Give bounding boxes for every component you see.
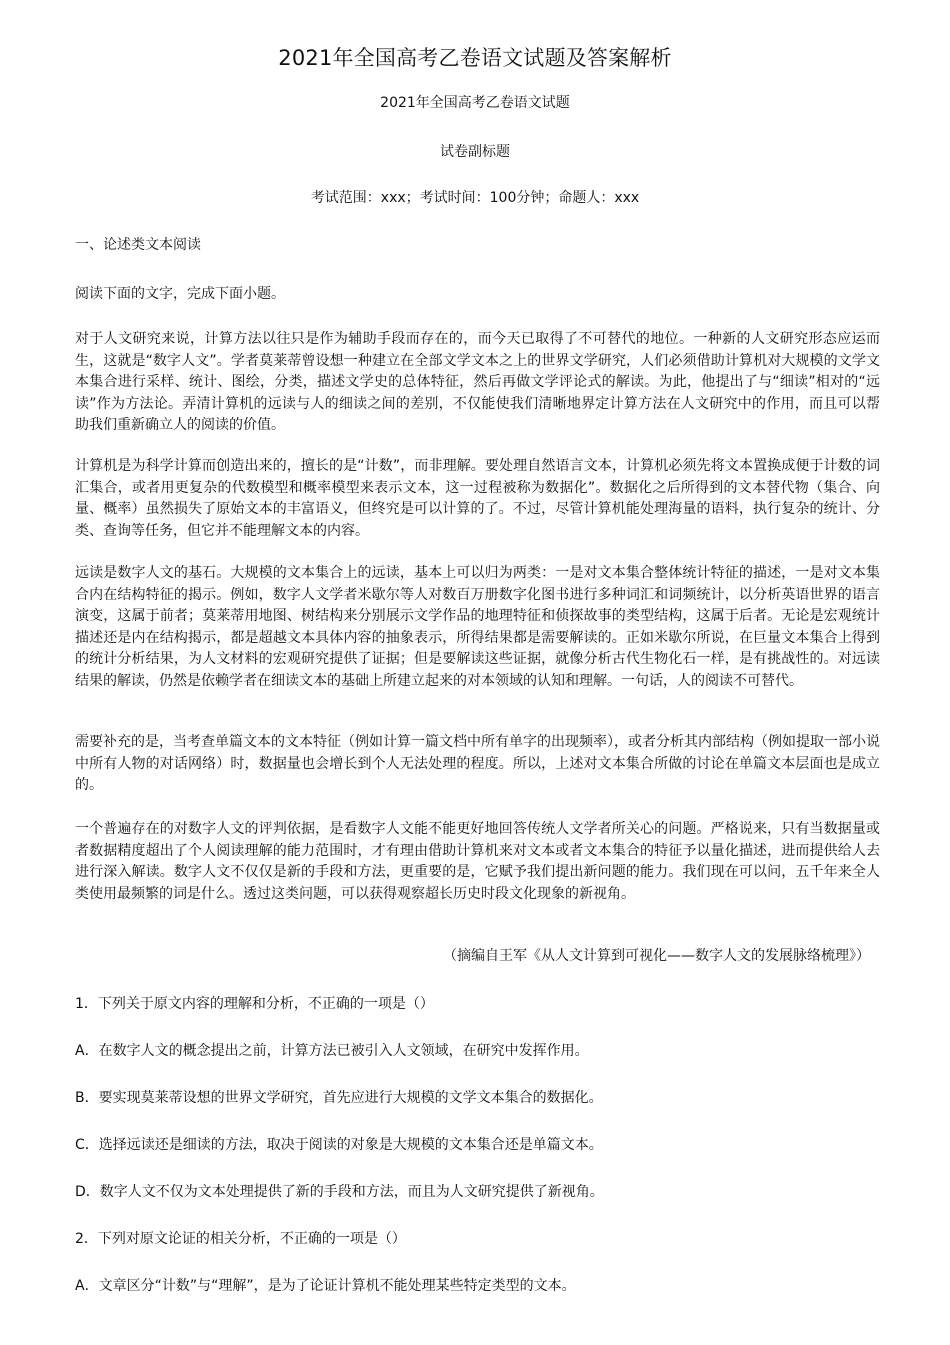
passage-paragraph-3: 远读是数字人文的基石。大规模的文本集合上的远读，基本上可以归为两类：一是对文本集合整体统计特征的描述，一是对文本集合内在结构特征的揭示。例如，数字人文学者米歇尔等人对数百万册数字化图书进行多种词汇和词频统计，以分析英语世界的语言演变，这属于前者；莫莱蒂用地图、树结构来分别展示文学作品的地理特征和侦探故事的类型结构，这属于后者。无论是宏观统计描述还是内在结构揭示，都是超越文本具体内容的抽象表示，所得结果都是需要解读的。正如米歇尔所说，在巨量文本集合上得到的统计分析结果，为人文材料的宏观研究提供了证据；但是要解读这些证据，就像分析古代生物化石一样，是有挑战性的。对远读结果的解读，仍然是依赖学者在细读文本的基础上所建立起来的对本领域的认知和理解。一句话，人的阅读不可替代。 <box>75 565 880 689</box>
passage-source: （摘编自王军《从人文计算到可视化——数字人文的发展脉络梳理》） <box>443 948 870 964</box>
question-1-option-b: B．要实现莫莱蒂设想的世界文学研究，首先应进行大规模的文学文本集合的数据化。 <box>75 1090 603 1106</box>
section-heading: 一、论述类文本阅读 <box>75 237 201 253</box>
question-1: 1．下列关于原文内容的理解和分析，不正确的一项是（） <box>75 996 434 1012</box>
exam-info: 考试范围：xxx；考试时间：100分钟；命题人：xxx <box>310 190 640 206</box>
question-1-option-a: A．在数字人文的概念提出之前，计算方法已被引入人文领域，在研究中发挥作用。 <box>75 1043 589 1059</box>
question-1-option-d: D．数字人文不仅为文本处理提供了新的手段和方法，而且为人文研究提供了新视角。 <box>75 1184 604 1200</box>
paper-subtitle: 试卷副标题 <box>440 144 510 160</box>
exam-subtitle: 2021年全国高考乙卷语文试题 <box>380 95 570 111</box>
question-2: 2．下列对原文论证的相关分析，不正确的一项是（） <box>75 1231 406 1247</box>
passage-paragraph-1: 对于人文研究来说，计算方法以往只是作为辅助手段而存在的，而今天已取得了不可替代的地位。一种新的人文研究形态应运而生，这就是“数字人文”。学者莫莱蒂曾设想一种建立在全部文学文本之上的世界文学研究，人们必须借助计算机对大规模的文学文本集合进行采样、统计、图绘，分类，描述文学史的总体特征，然后再做文学评论式的解读。为此，他提出了与“细读”相对的“远读”作为方法论。弄清计算机的远读与人的细读之间的差别，不仅能使我们清晰地界定计算方法在人文研究中的作用，而且可以帮助我们重新确立人的阅读的价值。 <box>75 331 880 433</box>
question-1-option-c: C．选择远读还是细读的方法，取决于阅读的对象是大规模的文本集合还是单篇文本。 <box>75 1137 603 1153</box>
reading-instruction: 阅读下面的文字，完成下面小题。 <box>75 286 285 302</box>
passage-paragraph-4: 需要补充的是，当考查单篇文本的文本特征（例如计算一篇文档中所有单字的出现频率），或者分析其内部结构（例如提取一部小说中所有人物的对话网络）时，数据量也会增长到个人无法处理的程度。所以，上述对文本集合所做的讨论在单篇文本层面也是成立的。 <box>75 734 880 793</box>
passage-paragraph-5: 一个普遍存在的对数字人文的评判依据，是看数字人文能不能更好地回答传统人文学者所关心的问题。严格说来，只有当数据量或者数据精度超出了个人阅读理解的能力范围时，才有理由借助计算机来对文本或者文本集合的特征予以量化描述，进而提供给人去进行深入解读。数字人文不仅仅是新的手段和方法，更重要的是，它赋予我们提出新问题的能力。我们现在可以问，五千年来全人类使用最频繁的词是什么。透过这类问题，可以获得观察超长历史时段文化现象的新视角。 <box>75 821 880 902</box>
question-2-option-a: A．文章区分“计数”与“理解”，是为了论证计算机不能处理某些特定类型的文本。 <box>75 1278 576 1294</box>
passage-paragraph-2: 计算机是为科学计算而创造出来的，擅长的是“计数”，而非理解。要处理自然语言文本，计算机必须先将文本置换成便于计数的词汇集合，或者用更复杂的代数模型和概率模型来表示文本，这一过程被称为数据化”。数据化之后所得到的文本替代物（集合、向量、概率）虽然损失了原始文本的丰富语义，但终究是可以计算的了。不过，尽管计算机能处理海量的语料，执行复杂的统计、分类、查询等任务，但它并不能理解文本的内容。 <box>75 458 880 539</box>
document-title: 2021年全国高考乙卷语文试题及答案解析 <box>278 46 672 70</box>
